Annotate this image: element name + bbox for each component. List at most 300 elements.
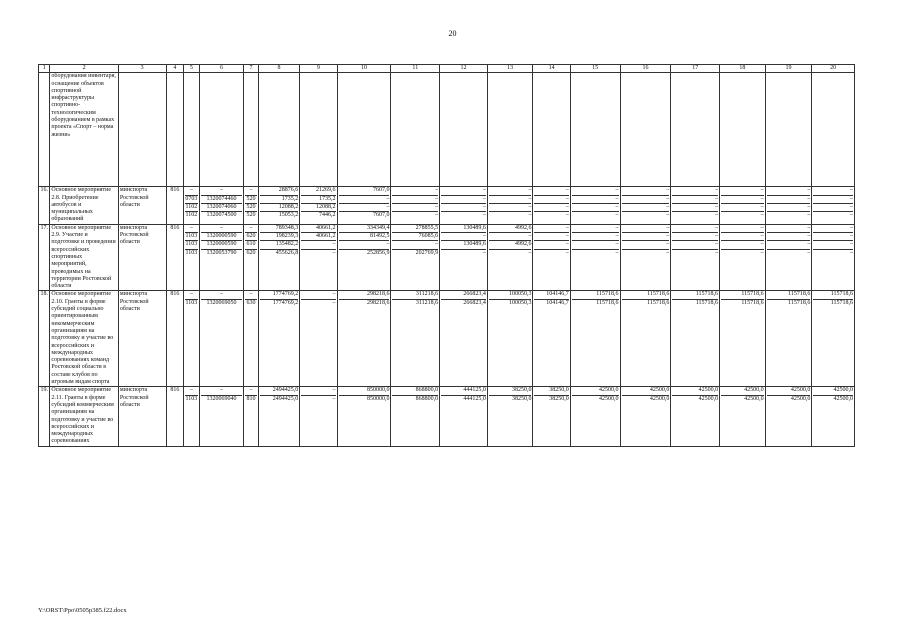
summary-value: – [767, 225, 811, 233]
sub-value: 12088,2 [260, 204, 298, 212]
summary-value: – [534, 187, 568, 195]
sub-value: 1735,2 [301, 196, 335, 204]
value-cell [533, 187, 570, 224]
table-cell [570, 73, 620, 187]
sub-value: 1102 [185, 212, 198, 219]
sub-value: – [615, 249, 619, 256]
sub-value: – [767, 196, 811, 204]
table-cell [39, 73, 50, 187]
summary-value: – [622, 187, 670, 195]
event-title: Основное мероприятие 2.10. Гранты в форме субсидий социально ориентированным некоммерческим организациям на подготовку и участие во всероссийских и международных соревнованиях команд Ростовской области в составе клубов по игровым видам спорта [50, 291, 118, 387]
summary-value: 104146,7 [534, 291, 568, 299]
sub-value: – [622, 233, 670, 241]
value-cell [258, 187, 299, 224]
sub-value: – [672, 233, 718, 241]
sub-value: – [813, 196, 853, 204]
summary-value: – [245, 225, 257, 233]
table-cell [391, 73, 440, 187]
continued-title: оборудования инвентаря, оснащение объектов спортивной инфраструктуры спортивно-технологическим оборудованием в рамках проекта «Спорт – норма жизни» [50, 73, 118, 187]
value-cell [620, 387, 671, 446]
sub-value: 810 [246, 395, 256, 402]
sub-value: 1103 [185, 241, 198, 249]
sub-value: – [565, 212, 569, 219]
summary-value: – [572, 187, 619, 195]
summary-value: 115718,6 [767, 291, 811, 299]
table-cell [720, 73, 766, 187]
sub-value: – [392, 241, 438, 249]
sub-value: – [339, 196, 390, 204]
table-row [39, 387, 855, 446]
sub-value: 0703 [185, 196, 198, 204]
table-row [39, 187, 855, 224]
table-cell [765, 73, 812, 187]
row-number: 19. [39, 387, 50, 446]
value-cell [487, 187, 533, 224]
sub-value: – [672, 204, 718, 212]
sub-value: – [332, 299, 336, 306]
sub-value: 266823,4 [463, 299, 486, 306]
sub-value: 115718,6 [741, 299, 764, 306]
summary-value: 298218,6 [339, 291, 390, 299]
grbs-code: 816 [166, 187, 184, 224]
sub-value: 7446,2 [319, 212, 336, 219]
sub-value: – [489, 204, 532, 212]
value-cell [487, 387, 533, 446]
column-number: 18 [720, 65, 766, 73]
sub-value: 1320069040 [206, 395, 237, 402]
sub-value: – [572, 241, 619, 249]
value-cell [765, 187, 812, 224]
value-cell [244, 187, 259, 224]
column-number: 10 [337, 65, 391, 73]
sub-value: – [721, 241, 764, 249]
column-number: 5 [184, 65, 200, 73]
table-cell [812, 73, 855, 187]
table-cell [199, 73, 244, 187]
event-title: Основное мероприятие 2.8. Приобретение автобусов и муниципальных образований [50, 187, 118, 224]
value-cell [440, 187, 488, 224]
sub-value: – [528, 249, 532, 256]
column-number: 9 [300, 65, 337, 73]
sub-value: 2494425,0 [272, 395, 299, 402]
value-cell [244, 387, 259, 446]
sub-value: 1320069050 [206, 299, 237, 306]
value-cell [440, 224, 488, 291]
value-cell [570, 187, 620, 224]
summary-value: 130489,6 [441, 225, 486, 233]
sub-value: – [807, 249, 811, 256]
sub-value: 42500,0 [649, 395, 670, 402]
summary-value: – [245, 291, 257, 299]
value-cell [812, 224, 855, 291]
sub-value: 850000,0 [366, 395, 390, 402]
column-number: 8 [258, 65, 299, 73]
value-cell [440, 291, 488, 387]
value-cell [720, 187, 766, 224]
sub-value: – [572, 196, 619, 204]
sub-value: – [339, 241, 390, 249]
summary-value: – [572, 225, 619, 233]
table-cell [166, 73, 184, 187]
budget-table [38, 64, 855, 447]
sub-value: 42500,0 [744, 395, 764, 402]
sub-value: 115718,6 [596, 299, 619, 306]
value-cell [620, 187, 671, 224]
sub-value: – [767, 233, 811, 241]
summary-value: – [672, 187, 718, 195]
sub-value: 42500,0 [833, 395, 853, 402]
summary-value: 7607,0 [339, 187, 390, 195]
value-cell [391, 291, 440, 387]
sub-value: – [441, 196, 486, 204]
sub-value: 1102 [185, 204, 198, 212]
sub-value: – [813, 241, 853, 249]
table-cell [440, 73, 488, 187]
sub-value: 520 [245, 196, 257, 204]
file-path-footer: Y:\ORST\Ppo\0505p385.f22.docx [38, 607, 127, 614]
sub-value: 1320074060 [201, 204, 243, 212]
summary-value: 868800,0 [392, 387, 438, 395]
summary-value: – [489, 187, 532, 195]
sub-value: – [813, 204, 853, 212]
value-cell [258, 387, 299, 446]
table-cell [671, 73, 720, 187]
value-cell [337, 224, 391, 291]
summary-value: 100050,3 [489, 291, 532, 299]
summary-value: – [185, 291, 198, 299]
row-number: 17. [39, 224, 50, 291]
value-cell [184, 187, 200, 224]
summary-value: – [185, 187, 198, 195]
grbs-code: 816 [166, 224, 184, 291]
table-row [39, 291, 855, 387]
summary-value: 1774769,2 [260, 291, 298, 299]
value-cell [391, 387, 440, 446]
header-row [39, 65, 855, 73]
column-number: 16 [620, 65, 671, 73]
summary-value: 444125,0 [441, 387, 486, 395]
summary-value: 40661,2 [301, 225, 335, 233]
sub-value: – [721, 204, 764, 212]
summary-value: – [813, 225, 853, 233]
sub-value: 1103 [185, 299, 198, 306]
summary-value: – [721, 187, 764, 195]
value-cell [199, 291, 244, 387]
sub-value: – [572, 204, 619, 212]
value-cell [812, 387, 855, 446]
sub-value: 42500,0 [599, 395, 619, 402]
summary-value: 266823,4 [441, 291, 486, 299]
table-cell [244, 73, 259, 187]
value-cell [391, 187, 440, 224]
table-cell [300, 73, 337, 187]
value-cell [184, 224, 200, 291]
sub-value: – [332, 395, 336, 402]
sub-value: 81492,5 [339, 233, 390, 241]
sub-value: 620 [245, 233, 257, 241]
value-cell [570, 387, 620, 446]
value-cell [300, 387, 337, 446]
page-number: 20 [448, 29, 457, 38]
summary-value: 115718,6 [572, 291, 619, 299]
value-cell [199, 224, 244, 291]
sub-value: 444125,0 [463, 395, 486, 402]
grbs-code: 816 [166, 291, 184, 387]
sub-value: 1320074500 [206, 212, 237, 219]
value-cell [440, 387, 488, 446]
value-cell [671, 291, 720, 387]
value-cell [184, 291, 200, 387]
table-cell [258, 73, 299, 187]
value-cell [300, 224, 337, 291]
value-cell [812, 187, 855, 224]
summary-value: – [721, 225, 764, 233]
value-cell [671, 387, 720, 446]
summary-value: – [185, 387, 198, 395]
table-cell [337, 73, 391, 187]
sub-value: 12088,2 [301, 204, 335, 212]
summary-value: 42500,0 [672, 387, 718, 395]
sub-value: 40661,2 [301, 233, 335, 241]
sub-value: 42500,0 [698, 395, 719, 402]
sub-value: – [666, 249, 670, 256]
table-cell [533, 73, 570, 187]
row-number: 16. [39, 187, 50, 224]
sub-value: 104146,7 [546, 299, 569, 306]
sub-value: 130489,6 [441, 241, 486, 249]
sub-value: – [534, 204, 568, 212]
sub-value: – [441, 204, 486, 212]
sub-value: 4992,6 [489, 241, 532, 249]
value-cell [337, 291, 391, 387]
value-cell [671, 187, 720, 224]
value-cell [570, 291, 620, 387]
column-number: 2 [50, 65, 118, 73]
sub-value: – [721, 196, 764, 204]
column-number: 17 [671, 65, 720, 73]
summary-value: – [201, 187, 243, 195]
sub-value: 1320074460 [201, 196, 243, 204]
sub-value: 1735,2 [260, 196, 298, 204]
sub-value: – [622, 204, 670, 212]
sub-value: – [301, 241, 335, 249]
summary-value: 789348,3 [260, 225, 298, 233]
sub-value: – [392, 204, 438, 212]
summary-value: – [245, 187, 257, 195]
executor: минспорта Ростовской области [118, 224, 166, 291]
summary-value: 42500,0 [721, 387, 764, 395]
sub-value: 202769,9 [415, 249, 439, 256]
sub-value: – [666, 212, 670, 219]
value-cell [244, 291, 259, 387]
value-cell [184, 387, 200, 446]
sub-value: 38250,0 [511, 395, 532, 402]
sub-value: – [332, 249, 336, 256]
sub-value: – [622, 241, 670, 249]
summary-value: 278855,5 [392, 225, 438, 233]
summary-value: – [534, 225, 568, 233]
sub-value: 115718,6 [647, 299, 670, 306]
sub-value: – [565, 249, 569, 256]
sub-value: – [528, 212, 532, 219]
column-number: 15 [570, 65, 620, 73]
value-cell [300, 291, 337, 387]
value-cell [258, 291, 299, 387]
column-number: 12 [440, 65, 488, 73]
row-number: 18. [39, 291, 50, 387]
sub-value: 520 [245, 204, 257, 212]
value-cell [720, 387, 766, 446]
value-cell [258, 224, 299, 291]
summary-value: 4992,6 [489, 225, 532, 233]
executor: минспорта Ростовской области [118, 387, 166, 446]
summary-value: 42500,0 [813, 387, 853, 395]
sub-value: 1320053790 [206, 249, 237, 256]
sub-value: 455626,8 [275, 249, 299, 256]
event-title: Основное мероприятие 2.9. Участие и подготовке и проведении всероссийских спортивных мероприятий, проводимых на территории Ростовской области [50, 224, 118, 291]
sub-value: 42500,0 [790, 395, 811, 402]
value-cell [765, 291, 812, 387]
sub-value: – [534, 196, 568, 204]
value-cell [487, 224, 533, 291]
sub-value: 100050,3 [508, 299, 532, 306]
summary-value: – [813, 187, 853, 195]
sub-value: 311218,6 [415, 299, 439, 306]
summary-value: – [767, 187, 811, 195]
grbs-code: 816 [166, 387, 184, 446]
sub-value: – [715, 212, 719, 219]
sub-value: 76085,6 [392, 233, 438, 241]
summary-value: – [301, 387, 335, 395]
sub-value: 868800,0 [415, 395, 439, 402]
summary-value: – [185, 225, 198, 233]
summary-value: – [622, 225, 670, 233]
sub-value: – [622, 196, 670, 204]
summary-value: 21269,6 [301, 187, 335, 195]
sub-value: 1103 [185, 395, 198, 402]
summary-value: 2494425,0 [260, 387, 298, 395]
sub-value: – [672, 196, 718, 204]
column-number: 1 [39, 65, 50, 73]
sub-value: 1320000590 [201, 241, 243, 249]
sub-value: – [721, 233, 764, 241]
column-number: 13 [487, 65, 533, 73]
summary-value: 38250,0 [489, 387, 532, 395]
sub-value: – [715, 249, 719, 256]
sub-value: 115718,6 [788, 299, 811, 306]
value-cell [487, 291, 533, 387]
summary-value: 42500,0 [622, 387, 670, 395]
column-number: 3 [118, 65, 166, 73]
summary-value: – [201, 225, 243, 233]
summary-value: 115718,6 [721, 291, 764, 299]
sub-value: – [489, 196, 532, 204]
summary-value: – [392, 187, 438, 195]
sub-value: 115718,6 [830, 299, 853, 306]
sub-value: – [767, 241, 811, 249]
summary-value: 38250,0 [534, 387, 568, 395]
sub-value: – [767, 204, 811, 212]
sub-value: 620 [246, 249, 256, 256]
executor: минспорта Ростовской области [118, 291, 166, 387]
value-cell [765, 387, 812, 446]
column-number: 20 [812, 65, 855, 73]
column-number: 11 [391, 65, 440, 73]
table-cell [184, 73, 200, 187]
sub-value: – [534, 233, 568, 241]
sub-value: 38250,0 [549, 395, 569, 402]
column-number: 14 [533, 65, 570, 73]
sub-value: – [807, 212, 811, 219]
sub-value: 1774769,2 [272, 299, 299, 306]
summary-value: 311218,6 [392, 291, 438, 299]
sub-value: – [441, 233, 486, 241]
value-cell [765, 224, 812, 291]
value-cell [720, 224, 766, 291]
sub-value: 1103 [185, 249, 198, 256]
summary-value: 115718,6 [672, 291, 718, 299]
column-number: 4 [166, 65, 184, 73]
sub-value: 520 [246, 212, 256, 219]
sub-value: 7607,0 [372, 212, 390, 219]
sub-value: – [392, 196, 438, 204]
summary-value: – [441, 187, 486, 195]
sub-value: – [813, 233, 853, 241]
value-cell [671, 224, 720, 291]
sub-value: – [489, 233, 532, 241]
value-cell [812, 291, 855, 387]
summary-value: – [201, 387, 243, 395]
column-number: 19 [765, 65, 812, 73]
value-cell [620, 224, 671, 291]
value-cell [620, 291, 671, 387]
sub-value: – [482, 249, 486, 256]
sub-value: – [672, 241, 718, 249]
value-cell [533, 387, 570, 446]
event-title: Основное мероприятие 2.11. Гранты в форме субсидий коммерческим организациям на подготовку и участие во всероссийских и международных соревнованиях [50, 387, 118, 446]
summary-value: – [245, 387, 257, 395]
value-cell [337, 187, 391, 224]
summary-value: 42500,0 [572, 387, 619, 395]
sub-value: 630 [246, 299, 256, 306]
summary-value: 28876,6 [260, 187, 298, 195]
sub-value: 198239,3 [260, 233, 298, 241]
sub-value: 1103 [185, 233, 198, 241]
sub-value: – [339, 204, 390, 212]
sub-value: – [572, 233, 619, 241]
value-cell [199, 387, 244, 446]
sub-value: – [534, 241, 568, 249]
sub-value: – [615, 212, 619, 219]
executor: минспорта Ростовской области [118, 187, 166, 224]
value-cell [300, 187, 337, 224]
summary-value: – [301, 291, 335, 299]
summary-value: 334349,4 [339, 225, 390, 233]
column-number: 7 [244, 65, 259, 73]
summary-value: 42500,0 [767, 387, 811, 395]
table-cell [118, 73, 166, 187]
value-cell [337, 387, 391, 446]
table-row [39, 224, 855, 291]
summary-value: – [672, 225, 718, 233]
value-cell [533, 224, 570, 291]
sub-value: – [435, 212, 439, 219]
sub-value: 1320000590 [201, 233, 243, 241]
value-cell [720, 291, 766, 387]
sub-value: 298218,6 [366, 299, 390, 306]
sub-value: 135482,2 [260, 241, 298, 249]
sub-value: – [850, 212, 853, 219]
